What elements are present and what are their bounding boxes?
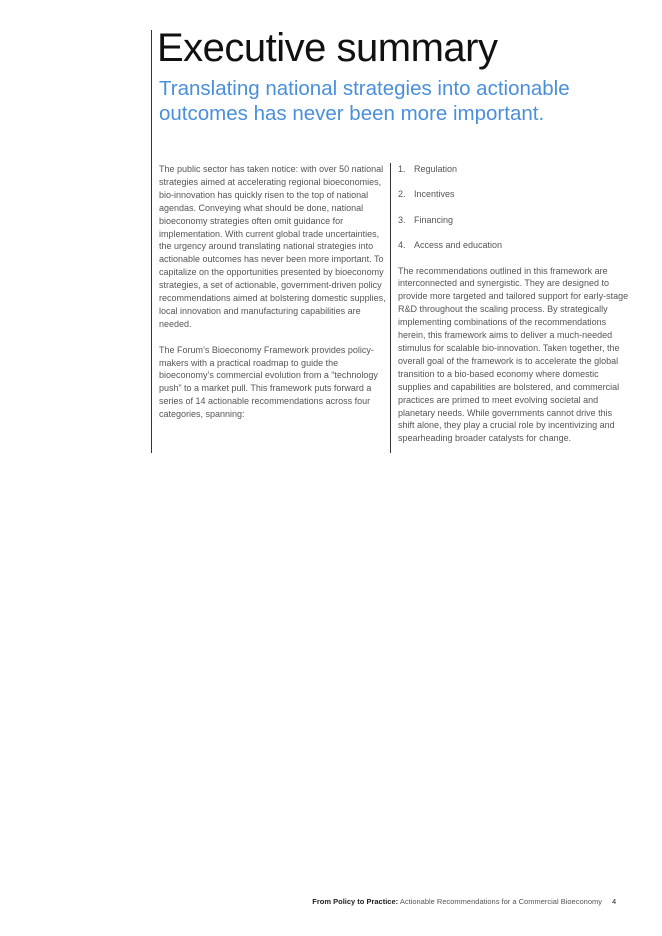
category-label: Access and education [414,240,503,251]
footer-report-title: Actionable Recommendations for a Commercial Bioeconomy [399,897,602,906]
footer-report-title-bold: From Policy to Practice: [312,897,399,906]
category-number: 3. [398,214,406,225]
left-text-column [159,163,387,434]
category-label: Financing [414,214,454,225]
category-item-access-education [398,239,630,264]
category-number: 4. [398,240,406,251]
category-item-financing [398,214,630,239]
category-label: Regulation [414,164,458,174]
body-paragraph-3: The recommendations outlined in this framework are interconnected and synergistic. They are designed to provide more targeted and tailored support for early-stage R&D throughout the scaling process. By strategically implementing combinations of the recommendations herein, this framework aims to deliver a much-needed stimulus for scalable bio-innovation. Taken together, the overall goal of the framework is to accelerate the global transition to a bio-based economy where domestic supplies and capabilities are bolstered, and commercial practices are primed to meet evolving societal and planetary needs. While governments cannot drive this shift alone, they play a crucial role by incentivizing and spearheading broader catalysts for change. [398,265,629,444]
left-margin-rule [151,30,152,453]
category-number: 2. [398,189,406,200]
right-text-column [398,163,630,445]
page-title: Executive summary [157,26,498,70]
column-divider-rule [390,163,391,453]
page-number: 4 [612,897,617,906]
body-paragraph-1: The public sector has taken notice: with over 50 national strategies aimed at accelerating regional bioeconomies, bio-innovation has quickly risen to the top of national agendas. Conveying what should be done, national bioeconomy strategies often omit guidance for implementation. With current global trade uncertainties, the urgency around translating national strategies into actionable outcomes has never been more important. To capitalize on the opportunities presented by bioeconomy strategies, a set of actionable, government-driven policy recommendations aimed at bolstering domestic supplies, local innovation and manufacturing capabilities are needed. [159,164,386,329]
category-label: Incentives [414,189,455,200]
category-item-incentives [398,188,630,213]
category-list [398,163,630,265]
category-item-regulation [398,163,630,188]
page-footer [0,897,602,907]
category-number: 1. [398,164,406,174]
page-subtitle: Translating national strategies into actionable outcomes has never been more important. [159,77,570,125]
body-paragraph-2: The Forum’s Bioeconomy Framework provides policy-makers with a practical roadmap to guide the bioeconomy’s commercial evolution from a “technology push” to a market pull. This framework puts forward a series of 14 actionable recommendations across four categories, spanning: [159,344,378,420]
